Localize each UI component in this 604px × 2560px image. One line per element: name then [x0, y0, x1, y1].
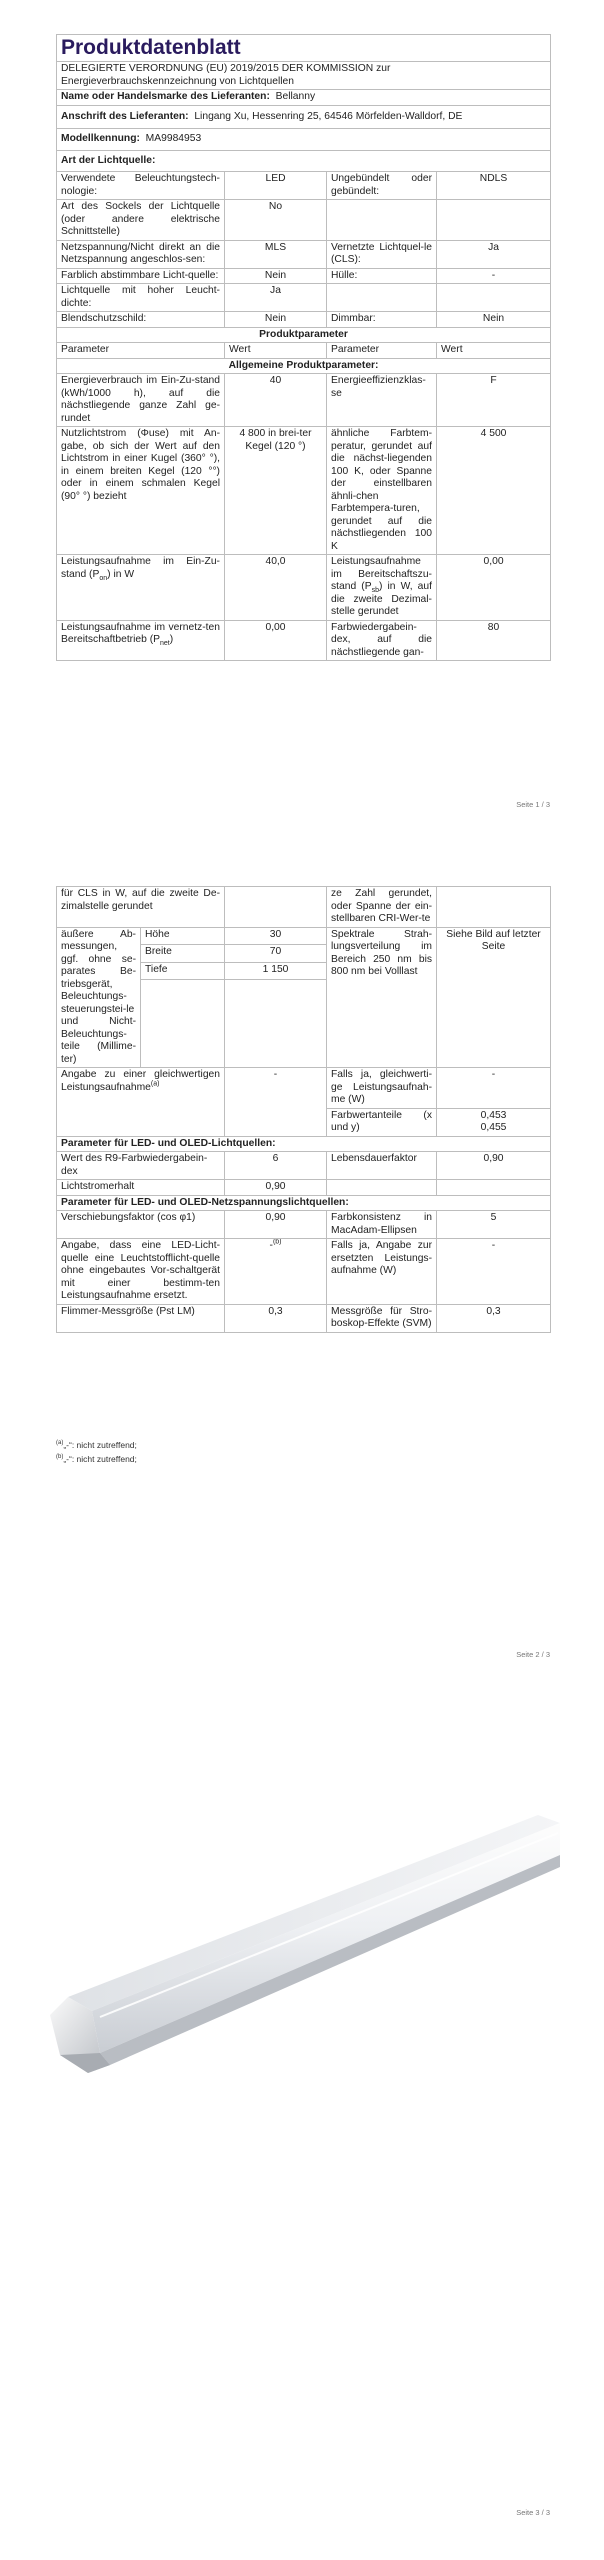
model-value: MA9984953	[145, 133, 202, 144]
row-label: Lichtquelle mit hoher Leucht-dichte:	[57, 284, 225, 312]
row-label: Verwendete Beleuchtungstech-nologie:	[57, 172, 225, 200]
row-value: Ja	[225, 284, 327, 312]
row-value: 4 500	[437, 427, 551, 555]
row-value: 40	[225, 374, 327, 427]
row-value: 0,00	[225, 620, 327, 661]
column-header-row	[57, 343, 551, 359]
supplier-name-label: Name oder Handelsmarke des Lieferanten:	[61, 91, 270, 102]
row-value: F	[437, 374, 551, 427]
row-label: Energieeffizienzklas-se	[327, 374, 437, 427]
row-value: LED	[225, 172, 327, 200]
row-value: 0,3	[225, 1304, 327, 1332]
table-row	[57, 1239, 551, 1305]
row-value: 0,90	[225, 1211, 327, 1239]
row-label: Blendschutzschild:	[57, 312, 225, 328]
supplier-name-value: Bellanny	[275, 91, 316, 102]
row-value: -	[437, 268, 551, 284]
datasheet-table-page-2	[56, 886, 551, 1333]
row-label: Ungebündelt oder gebündelt:	[327, 172, 437, 200]
row-value: 0,00	[437, 555, 551, 621]
row-label: Messgröße für Stro-boskop-Effekte (SVM)	[327, 1304, 437, 1332]
height-value: 30	[225, 927, 327, 945]
table-row	[57, 620, 551, 661]
row-label: Wert des R9-Farbwiedergabein-dex	[57, 1152, 225, 1180]
row-label: Falls ja, Angabe zur ersetzten Leistungs-aufnahme (W)	[327, 1239, 437, 1305]
supplier-name-row	[57, 90, 551, 106]
row-value: 5	[437, 1211, 551, 1239]
page-2	[0, 830, 604, 1680]
depth-label: Tiefe	[141, 962, 225, 980]
column-header: Parameter	[327, 343, 437, 359]
row-label: Verschiebungsfaktor (cos φ1)	[57, 1211, 225, 1239]
supplier-address-row	[57, 105, 551, 129]
row-value: 80	[437, 620, 551, 661]
row-value: 6	[225, 1152, 327, 1180]
row-label: Leistungsaufnahme im Bereitschaftszu-stand $(P_{sb})$ in W, auf die zweite Dezimal-stelle gerundet	[327, 555, 437, 621]
column-header: Wert	[437, 343, 551, 359]
width-label: Breite	[141, 945, 225, 963]
row-label: Flimmer-Messgröße (Pst LM)	[57, 1304, 225, 1332]
model-label: Modellkennung:	[61, 133, 140, 144]
row-label: ähnliche Farbtem-peratur, gerundet auf die nächst-liegenden 100 K, oder Spanne der einstellbaren ähnli-chen Farbtempera-turen, gerundet auf die nächstliegenden 100 K	[327, 427, 437, 555]
row-label: Vernetzte Lichtquel-le (CLS):	[327, 240, 437, 268]
table-row	[57, 240, 551, 268]
led-params-heading: Parameter für LED- und OLED-Lichtquellen:	[57, 1136, 551, 1152]
row-label: Falls ja, gleichwerti-ge Leistungsaufnah-me (W)	[327, 1068, 437, 1109]
row-value: -	[437, 1239, 551, 1305]
light-source-type-heading: Art der Lichtquelle:	[57, 150, 551, 172]
row-value: -	[437, 1068, 551, 1109]
row-value: 4 800 in brei-ter Kegel (120 °)	[225, 427, 327, 555]
page-number: Seite 1 / 3	[516, 800, 550, 809]
row-label: Art des Sockels der Lichtquelle (oder andere elektrische Schnittstelle)	[57, 200, 225, 241]
row-value: -	[225, 1068, 327, 1137]
page-1	[0, 0, 604, 830]
row-label: Farbkonsistenz in MacAdam-Ellipsen	[327, 1211, 437, 1239]
row-label: ze Zahl gerundet, oder Spanne der ein-stellbaren CRI-Wer-te	[327, 887, 437, 928]
row-value: 0,90	[437, 1152, 551, 1180]
page-title: Produktdatenblatt	[57, 35, 551, 62]
row-value: Ja	[437, 240, 551, 268]
row-value: 0,3	[437, 1304, 551, 1332]
row-value: NDLS	[437, 172, 551, 200]
footnotes	[56, 1438, 137, 1466]
table-row	[57, 284, 551, 312]
supplier-address-value: Lingang Xu, Hessenring 25, 64546 Mörfelden-Walldorf, DE	[194, 110, 463, 122]
table-row	[57, 172, 551, 200]
row-value: No	[225, 200, 327, 241]
supplier-address-label: Anschrift des Lieferanten:	[61, 110, 189, 122]
row-value: Nein	[225, 268, 327, 284]
row-label: Nutzlichtstrom (Φuse) mit An-gabe, ob sich der Wert auf den Lichtstrom in einer Kugel (360° °), in einem breiten Kegel (120 °°) oder in einem schmalen Kegel (90° °) bezieht	[57, 427, 225, 555]
page-number: Seite 2 / 3	[516, 1650, 550, 1659]
row-value: Nein	[437, 312, 551, 328]
table-row	[57, 427, 551, 555]
row-value	[437, 200, 551, 241]
row-label: Farbwiedergabein-dex, auf die nächstliegende gan-	[327, 620, 437, 661]
row-value: -$^{(b)}$	[225, 1239, 327, 1305]
table-row	[57, 312, 551, 328]
column-header: Wert	[225, 343, 327, 359]
row-label	[327, 284, 437, 312]
product-image-led-batten	[40, 1815, 560, 2115]
height-label: Höhe	[141, 927, 225, 945]
row-value	[437, 284, 551, 312]
footnote-a: $^{(a)}$„-“: nicht zutreffend;	[56, 1440, 137, 1450]
mains-params-heading: Parameter für LED- und OLED-Netzspannungslichtquellen:	[57, 1195, 551, 1211]
table-row	[57, 268, 551, 284]
row-label: Dimmbar:	[327, 312, 437, 328]
regulation-text: DELEGIERTE VERORDNUNG (EU) 2019/2015 DER KOMMISSION zur Energieverbrauchskennzeichnung von Lichtquellen	[57, 62, 551, 90]
row-label: Angabe, dass eine LED-Licht-quelle eine Leuchtstofflicht-quelle ohne eingebautes Vor-schaltgerät mit einer bestimm-ten Leistungsaufnahme ersetzt.	[57, 1239, 225, 1305]
table-row	[57, 1304, 551, 1332]
row-label: für CLS in W, auf die zweite De-zimalstelle gerundet	[57, 887, 225, 928]
table-row	[57, 1211, 551, 1239]
row-value: Nein	[225, 312, 327, 328]
footnote-b: $^{(b)}$„-“: nicht zutreffend;	[56, 1454, 137, 1464]
row-value: 0,90	[225, 1180, 327, 1196]
row-value: 40,0	[225, 555, 327, 621]
row-label: Lichtstromerhalt	[57, 1180, 225, 1196]
table-row	[57, 1068, 551, 1109]
row-label: Netzspannung/Nicht direkt an die Netzspannung angeschlos-sen:	[57, 240, 225, 268]
table-row	[57, 1180, 551, 1196]
depth-value: 1 150	[225, 962, 327, 980]
dimensions-row	[57, 927, 551, 945]
table-row	[57, 200, 551, 241]
page-number: Seite 3 / 3	[516, 2508, 550, 2517]
model-row	[57, 129, 551, 151]
product-params-heading: Produktparameter	[57, 327, 551, 343]
row-value	[437, 1180, 551, 1196]
table-row	[57, 555, 551, 621]
datasheet-table-page-1	[56, 34, 551, 661]
table-row	[57, 887, 551, 928]
row-label: Farbwertanteile (x und y)	[327, 1108, 437, 1136]
table-row	[57, 1152, 551, 1180]
row-value: 0,453 0,455	[437, 1108, 551, 1136]
row-label: Leistungsaufnahme im Ein-Zu-stand $(P_{on})$ in W	[57, 555, 225, 621]
width-value: 70	[225, 945, 327, 963]
table-row	[57, 374, 551, 427]
general-params-heading: Allgemeine Produktparameter:	[57, 358, 551, 374]
row-label	[327, 200, 437, 241]
row-label: Energieverbrauch im Ein-Zu-stand (kWh/1000 h), auf die nächstliegende ganze Zahl ge-rundet	[57, 374, 225, 427]
spectral-label: Spektrale Strah-lungsverteilung im Bereich 250 nm bis 800 nm bei Volllast	[327, 927, 437, 1068]
spectral-value: Siehe Bild auf letzter Seite	[437, 927, 551, 1068]
row-label	[327, 1180, 437, 1196]
row-label: Farblich abstimmbare Licht-quelle:	[57, 268, 225, 284]
row-label: Leistungsaufnahme im vernetz-ten Bereitschaftbetrieb $(P_{net})$	[57, 620, 225, 661]
row-label: Angabe zu einer gleichwertigen Leistungsaufnahme$^{(a)}$	[57, 1068, 225, 1137]
page-3	[0, 1680, 604, 2560]
row-value: MLS	[225, 240, 327, 268]
dimensions-label: äußere Ab-messungen, ggf. ohne se-parates Be-triebsgerät, Beleuchtungs-steuerungstei-le und Nicht-Beleuchtungs-teile (Millime-ter)	[57, 927, 141, 1068]
row-label: Lebensdauerfaktor	[327, 1152, 437, 1180]
row-label: Hülle:	[327, 268, 437, 284]
column-header: Parameter	[57, 343, 225, 359]
